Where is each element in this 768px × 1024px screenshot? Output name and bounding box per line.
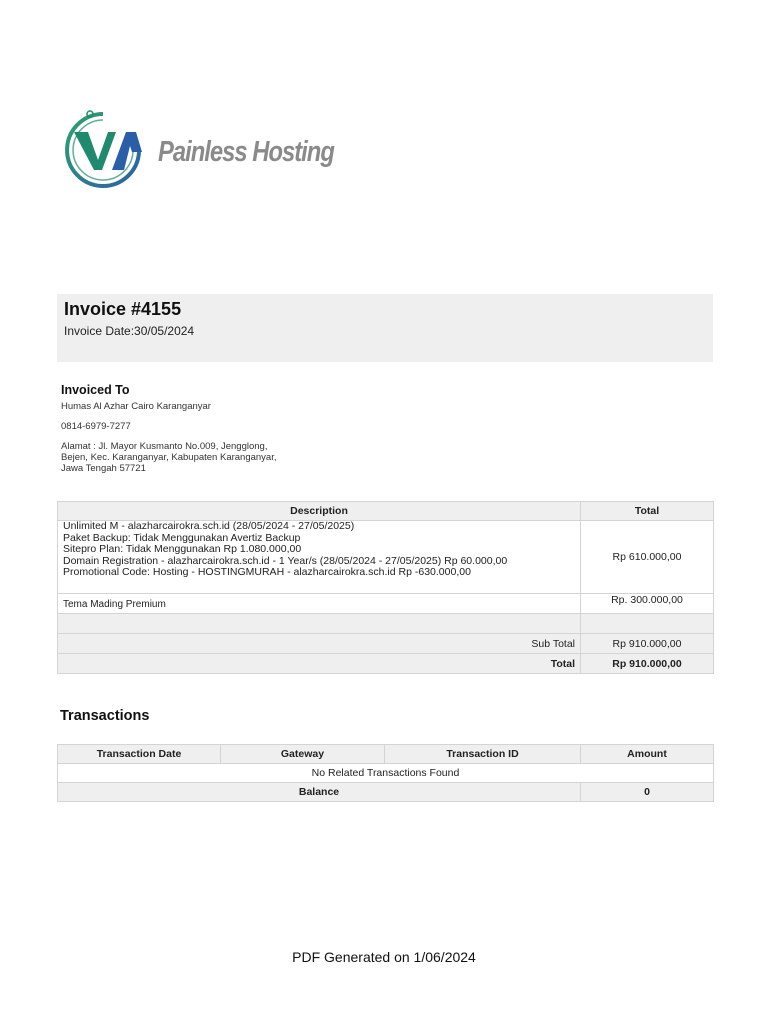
item-description-line: Sitepro Plan: Tidak Menggunakan Rp 1.080.000,00 [63, 543, 302, 555]
no-transactions-message: No Related Transactions Found [58, 764, 714, 783]
item-total: Rp. 300.000,00 [581, 594, 714, 614]
client-address-line: Bejen, Kec. Karanganyar, Kabupaten Karanganyar, [61, 452, 277, 463]
balance-value: 0 [581, 783, 714, 802]
company-logo-icon [60, 108, 146, 192]
blank-row [58, 614, 714, 634]
client-name: Humas Al Azhar Cairo Karanganyar [61, 401, 211, 412]
amount-header: Amount [581, 745, 714, 764]
invoice-header [57, 294, 713, 362]
gateway-header: Gateway [221, 745, 385, 764]
subtotal-label: Sub Total [58, 634, 581, 654]
transactions-header-row [58, 745, 714, 764]
balance-label: Balance [58, 783, 581, 802]
client-phone: 0814-6979-7277 [61, 421, 131, 432]
transactions-table [57, 744, 714, 802]
item-description: Tema Mading Premium [58, 594, 581, 614]
invoiced-to-heading: Invoiced To [61, 383, 130, 397]
pdf-generated-footer: PDF Generated on 1/06/2024 [292, 949, 476, 965]
transactions-title: Transactions [60, 708, 150, 724]
item-description-line: Unlimited M - alazharcairokra.sch.id (28/05/2024 - 27/05/2025) [63, 520, 355, 532]
empty-transactions-row [58, 764, 714, 783]
invoice-date-value: 30/05/2024 [134, 324, 195, 338]
item-row [58, 521, 714, 594]
item-row [58, 594, 714, 614]
invoice-date [64, 324, 194, 338]
company-name: Painless Hosting [158, 136, 334, 168]
items-header-row [58, 502, 714, 521]
client-address-line: Jawa Tengah 57721 [61, 463, 146, 474]
item-total: Rp 610.000,00 [581, 521, 714, 594]
invoice-date-label: Invoice Date: [64, 324, 135, 338]
item-description-line: Paket Backup: Tidak Menggunakan Avertiz Backup [63, 531, 301, 544]
company-logo [60, 108, 350, 198]
transaction-date-header: Transaction Date [58, 745, 221, 764]
total-row [58, 654, 714, 674]
total-header: Total [581, 502, 714, 521]
subtotal-row [58, 634, 714, 654]
total-value: Rp 910.000,00 [581, 654, 714, 674]
item-description [58, 521, 581, 594]
invoice-title: Invoice #4155 [64, 299, 182, 319]
transaction-id-header: Transaction ID [385, 745, 581, 764]
balance-row [58, 783, 714, 802]
description-header: Description [58, 502, 581, 521]
client-address-line: Alamat : Jl. Mayor Kusmanto No.009, Jengglong, [61, 441, 268, 452]
total-label: Total [58, 654, 581, 674]
invoice-items-table [57, 501, 714, 674]
subtotal-value: Rp 910.000,00 [581, 634, 714, 654]
invoiced-to-section [61, 383, 481, 474]
item-description-line: Promotional Code: Hosting - HOSTINGMURAH - alazharcairokra.sch.id Rp -630.000,00 [63, 566, 471, 578]
item-description-line: Domain Registration - alazharcairokra.sch.id - 1 Year/s (28/05/2024 - 27/05/2025) Rp 60.000,00 [63, 554, 508, 567]
